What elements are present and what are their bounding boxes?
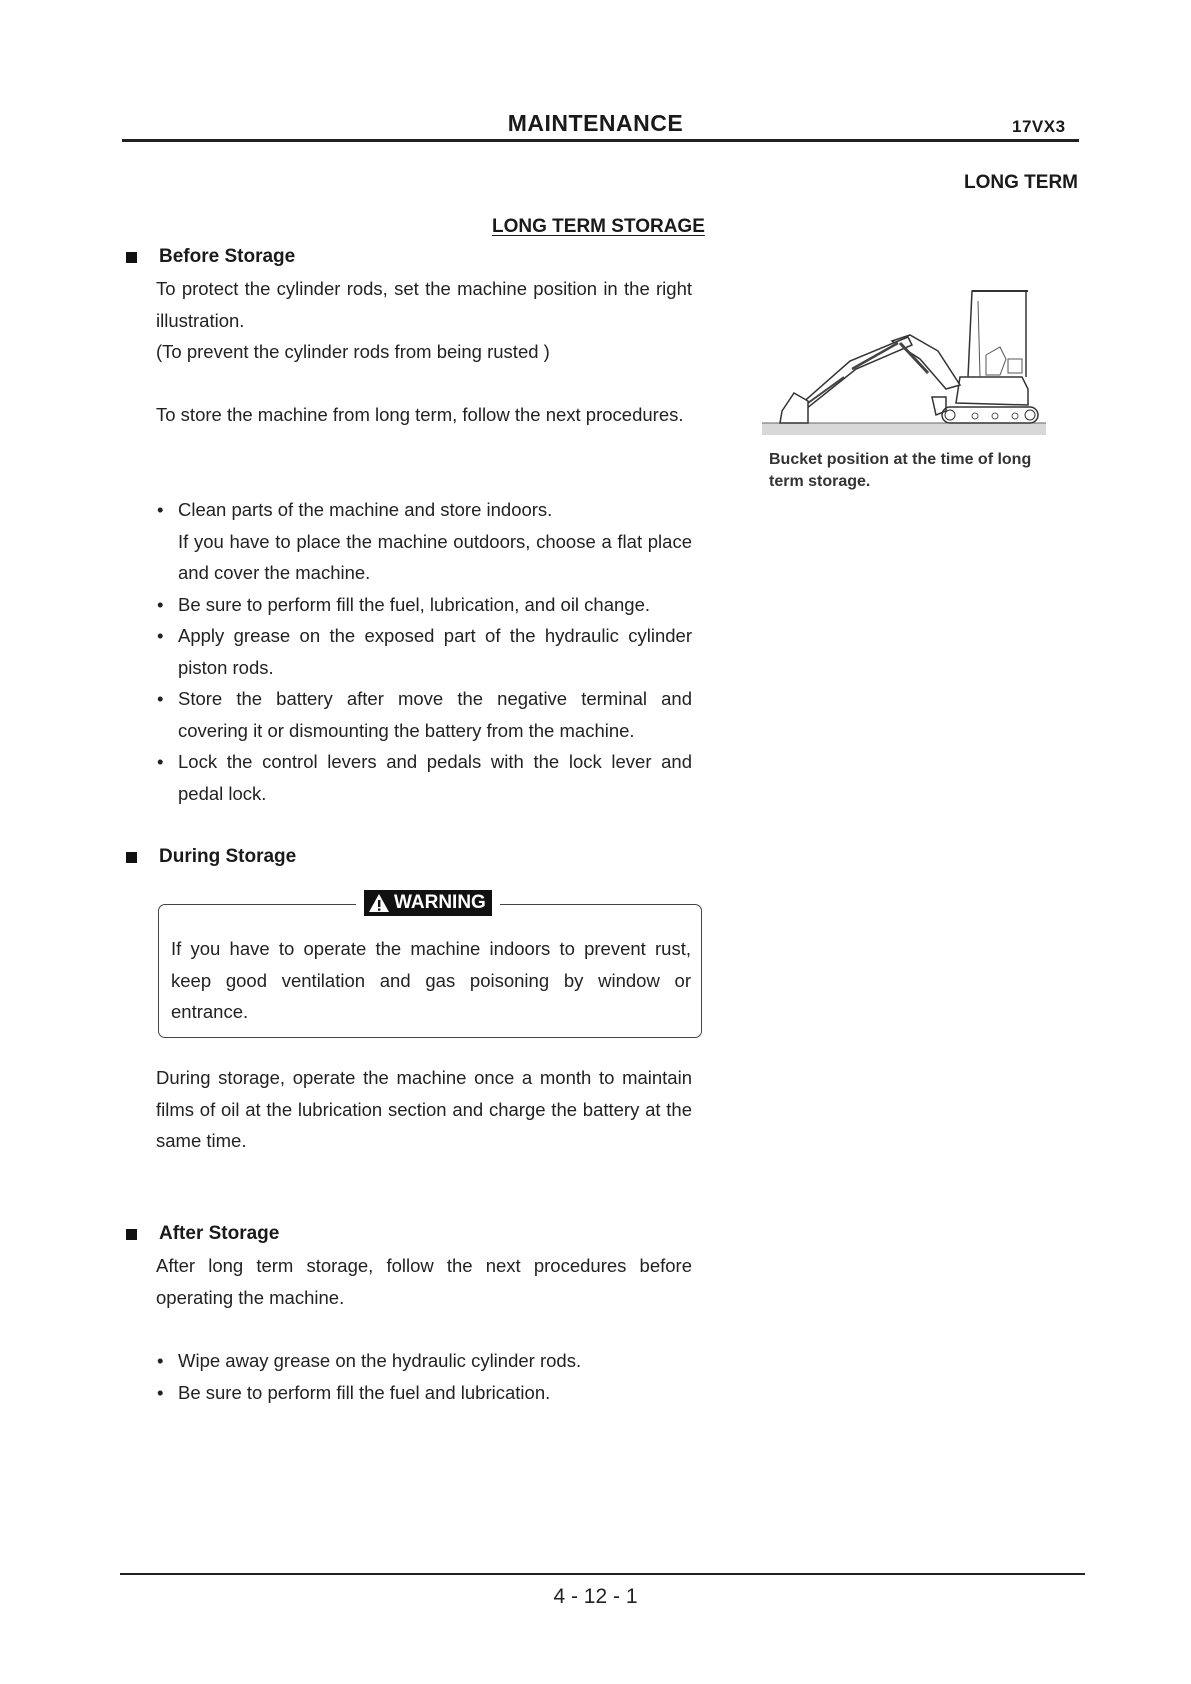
during-storage-heading-text: During Storage <box>159 846 297 867</box>
before-storage-list <box>156 494 692 809</box>
warning-text: If you have to operate the machine indoors to prevent rust, keep good ventilation and gas poisoning by window or entrance. <box>171 938 691 1022</box>
square-bullet-icon <box>126 1229 137 1240</box>
before-storage-para2: (To prevent the cylinder rods from being rusted ) <box>156 341 550 362</box>
page-title: LONG TERM STORAGE <box>492 216 705 237</box>
page-number: 4 - 12 - 1 <box>553 1585 638 1608</box>
warning-label: WARNING <box>394 892 486 913</box>
footer-rule <box>120 1573 1085 1575</box>
header-title: MAINTENANCE <box>507 110 684 136</box>
bullet-dot-icon: • <box>157 688 164 709</box>
square-bullet-icon <box>126 852 137 863</box>
list-item: • Be sure to perform fill the fuel and lubrication. <box>156 1377 692 1409</box>
bucket <box>780 393 808 423</box>
list-item: • Wipe away grease on the hydraulic cylinder rods. <box>156 1345 692 1377</box>
bullet-dot-icon: • <box>157 593 164 615</box>
list-item-continued: If you have to place the machine outdoors, choose a flat place and cover the machine. <box>178 530 692 583</box>
before-storage-heading <box>124 246 295 268</box>
before-storage-para1: To protect the cylinder rods, set the machine position in the right illustration. <box>156 278 692 331</box>
after-storage-list <box>156 1345 692 1408</box>
section-tag: LONG TERM <box>964 172 1078 193</box>
list-item: • Clean parts of the machine and store indoors. <box>156 494 692 526</box>
model-number: 17VX3 <box>1012 117 1066 136</box>
bullet-dot-icon: • <box>157 1381 164 1403</box>
after-storage-heading <box>124 1223 279 1245</box>
list-item: • Lock the control levers and pedals with the lock lever and pedal lock. <box>156 746 692 809</box>
bullet-dot-icon: • <box>157 1350 164 1371</box>
before-storage-heading-text: Before Storage <box>159 246 296 267</box>
list-item: • Apply grease on the exposed part of the hydraulic cylinder piston rods. <box>156 620 692 683</box>
illustration-caption: Bucket position at the time of long term storage. <box>769 451 1032 490</box>
during-storage-heading <box>124 846 296 868</box>
after-storage-para: After long term storage, follow the next procedures before operating the machine. <box>156 1255 692 1308</box>
bullet-dot-icon: • <box>157 625 164 646</box>
excavator-illustration <box>760 285 1050 445</box>
ground-strip <box>762 423 1046 435</box>
list-item: • Be sure to perform fill the fuel, lubrication, and oil change. <box>156 589 692 621</box>
bullet-dot-icon: • <box>157 751 164 772</box>
list-item: • Store the battery after move the negative terminal and covering it or dismounting the battery from the machine. <box>156 683 692 746</box>
during-storage-para: During storage, operate the machine once a month to maintain films of oil at the lubrication section and charge the battery at the same time. <box>156 1067 692 1151</box>
track <box>942 407 1038 423</box>
warning-triangle-icon <box>368 893 390 913</box>
after-storage-heading-text: After Storage <box>159 1223 280 1244</box>
warning-badge <box>364 890 492 916</box>
header-rule <box>122 139 1079 142</box>
bullet-dot-icon: • <box>157 499 164 520</box>
before-storage-para3: To store the machine from long term, follow the next procedures. <box>156 404 684 425</box>
square-bullet-icon <box>126 252 137 263</box>
